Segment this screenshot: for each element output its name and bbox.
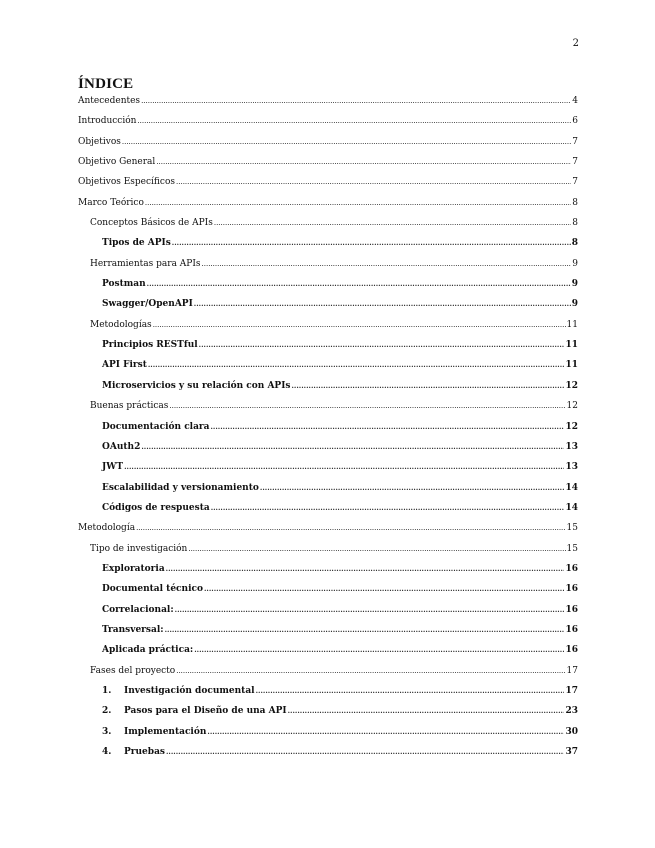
- toc-entry-title: Transversal:: [102, 624, 164, 635]
- toc-entry-number: 2.: [102, 706, 112, 717]
- dot-leader: [199, 340, 565, 350]
- dot-leader: [207, 727, 564, 737]
- dot-leader: [260, 483, 565, 493]
- toc-entry-page: 37: [565, 747, 578, 757]
- toc-entry[interactable]: [78, 483, 578, 503]
- toc-entry[interactable]: [78, 666, 578, 686]
- toc-entry-title: Buenas prácticas: [90, 401, 169, 412]
- dot-leader: [176, 666, 565, 676]
- toc-entry-page: 16: [565, 563, 578, 574]
- toc-entry[interactable]: [78, 259, 578, 279]
- toc-entry-title: Correlacional:: [102, 604, 174, 615]
- toc-entry[interactable]: [78, 564, 578, 584]
- toc-entry-page: 4: [572, 96, 578, 106]
- toc-entry-page: 11: [565, 360, 578, 371]
- toc-entry-number: 1.: [102, 685, 112, 696]
- toc-entry-page: 6: [572, 116, 578, 127]
- toc-entry-title: Microservicios y su relación con APIs: [102, 380, 291, 391]
- toc-entry-page: 11: [565, 340, 578, 351]
- dot-leader: [194, 299, 571, 309]
- toc-entry[interactable]: [78, 747, 578, 767]
- toc-entry-title: Escalabilidad y versionamiento: [102, 482, 259, 493]
- dot-leader: [211, 503, 565, 513]
- dot-leader: [211, 422, 565, 432]
- dot-leader: [169, 401, 565, 411]
- toc-entry[interactable]: [78, 299, 578, 319]
- toc-entry[interactable]: [78, 238, 578, 258]
- dot-leader: [165, 625, 565, 635]
- dot-leader: [175, 605, 565, 615]
- toc-entry[interactable]: [78, 727, 578, 747]
- toc-entry-page: 12: [565, 380, 578, 391]
- toc-entry-page: 8: [572, 197, 578, 208]
- page-title: ÍNDICE: [78, 76, 134, 92]
- dot-leader: [141, 442, 564, 452]
- toc-entry-title: Objetivos: [78, 136, 121, 147]
- toc-entry-page: 7: [572, 136, 578, 147]
- toc-entry-title: Tipo de investigación: [90, 543, 188, 554]
- table-of-contents: [78, 96, 578, 767]
- toc-entry-title: Swagger/OpenAPI: [102, 299, 193, 310]
- toc-entry-page: 15: [566, 523, 578, 534]
- dot-leader: [145, 198, 571, 208]
- dot-leader: [156, 157, 571, 167]
- toc-entry-title: OAuth2: [102, 441, 141, 452]
- dot-leader: [166, 747, 564, 757]
- toc-entry[interactable]: [78, 381, 578, 401]
- toc-entry[interactable]: [78, 137, 578, 157]
- toc-entry-page: 9: [572, 258, 578, 269]
- toc-entry-title: Pruebas: [124, 747, 165, 757]
- toc-entry-page: 7: [572, 157, 578, 168]
- toc-entry[interactable]: [78, 523, 578, 543]
- toc-entry[interactable]: [78, 645, 578, 665]
- dot-leader: [291, 381, 564, 391]
- toc-entry[interactable]: [78, 279, 578, 299]
- toc-entry-number: 4.: [102, 747, 112, 757]
- toc-entry[interactable]: [78, 605, 578, 625]
- toc-entry[interactable]: [78, 625, 578, 645]
- toc-entry-page: 12: [566, 401, 578, 412]
- dot-leader: [141, 96, 571, 106]
- dot-leader: [204, 584, 564, 594]
- toc-entry-title: Tipos de APIs: [102, 238, 171, 249]
- toc-entry-title: Investigación documental: [124, 685, 255, 696]
- toc-entry-page: 9: [571, 299, 578, 310]
- toc-entry[interactable]: [78, 116, 578, 136]
- dot-leader: [214, 218, 571, 228]
- toc-entry-title: JWT: [102, 462, 124, 473]
- toc-entry[interactable]: [78, 198, 578, 218]
- toc-entry-title: Documentación clara: [102, 421, 210, 432]
- page-number: 2: [572, 38, 579, 49]
- toc-entry-title: Pasos para el Diseño de una API: [124, 706, 287, 717]
- toc-entry[interactable]: [78, 320, 578, 340]
- toc-entry-page: 13: [565, 462, 578, 473]
- toc-entry[interactable]: [78, 584, 578, 604]
- toc-entry-title: Conceptos Básicos de APIs: [90, 218, 213, 229]
- toc-entry-title: Antecedentes: [78, 96, 141, 106]
- toc-entry-page: 16: [565, 584, 578, 595]
- toc-entry-page: 17: [565, 685, 578, 696]
- toc-entry-title: Fases del proyecto: [90, 665, 176, 676]
- dot-leader: [188, 544, 565, 554]
- dot-leader: [122, 137, 571, 147]
- toc-entry[interactable]: [78, 401, 578, 421]
- toc-entry-page: 30: [565, 726, 578, 737]
- toc-entry-page: 8: [571, 238, 578, 249]
- dot-leader: [136, 523, 565, 533]
- toc-entry-title: Postman: [102, 279, 146, 290]
- dot-leader: [256, 686, 565, 696]
- toc-entry[interactable]: [78, 157, 578, 177]
- dot-leader: [137, 116, 571, 126]
- toc-entry[interactable]: [78, 340, 578, 360]
- toc-entry-title: Objetivo General: [78, 157, 156, 168]
- toc-entry[interactable]: [78, 422, 578, 442]
- dot-leader: [153, 320, 566, 330]
- toc-entry-page: 14: [565, 502, 578, 513]
- toc-entry[interactable]: [78, 544, 578, 564]
- dot-leader: [176, 177, 571, 187]
- dot-leader: [288, 706, 565, 716]
- toc-entry-page: 13: [565, 441, 578, 452]
- dot-leader: [147, 279, 571, 289]
- toc-entry[interactable]: [78, 177, 578, 197]
- toc-entry-title: Objetivos Específicos: [78, 177, 176, 188]
- toc-entry-title: Principios RESTful: [102, 340, 198, 351]
- dot-leader: [202, 259, 572, 269]
- toc-entry-page: 12: [565, 421, 578, 432]
- toc-entry-title: Documental técnico: [102, 584, 203, 595]
- toc-entry-page: 15: [566, 543, 578, 554]
- toc-entry-page: 23: [565, 706, 578, 717]
- toc-entry-title: Códigos de respuesta: [102, 502, 210, 513]
- toc-entry[interactable]: [78, 686, 578, 706]
- toc-entry-page: 11: [566, 319, 578, 330]
- toc-entry-title: API First: [102, 360, 147, 371]
- toc-entry[interactable]: [78, 218, 578, 238]
- dot-leader: [124, 462, 564, 472]
- toc-entry-page: 16: [565, 624, 578, 635]
- toc-entry-title: Introducción: [78, 116, 137, 127]
- toc-entry-page: 9: [571, 279, 578, 290]
- toc-entry-title: Exploratoria: [102, 563, 165, 574]
- toc-entry-page: 8: [572, 218, 578, 229]
- toc-entry-page: 17: [566, 665, 578, 676]
- toc-entry-title: Aplicada práctica:: [102, 645, 194, 656]
- dot-leader: [194, 645, 564, 655]
- toc-entry-page: 16: [565, 604, 578, 615]
- toc-entry-title: Implementación: [124, 726, 207, 737]
- toc-entry[interactable]: [78, 360, 578, 380]
- dot-leader: [166, 564, 565, 574]
- toc-entry[interactable]: [78, 706, 578, 726]
- toc-entry[interactable]: [78, 442, 578, 462]
- dot-leader: [172, 238, 571, 248]
- toc-entry-title: Metodologías: [90, 319, 152, 330]
- toc-entry-title: Metodología: [78, 523, 136, 534]
- toc-entry-page: 16: [565, 645, 578, 656]
- toc-entry-title: Herramientas para APIs: [90, 258, 201, 269]
- toc-entry-page: 14: [565, 482, 578, 493]
- toc-entry-title: Marco Teórico: [78, 197, 144, 208]
- toc-entry[interactable]: [78, 96, 578, 116]
- toc-entry[interactable]: [78, 462, 578, 482]
- toc-entry-page: 7: [572, 177, 578, 188]
- toc-entry-number: 3.: [102, 726, 112, 737]
- toc-entry[interactable]: [78, 503, 578, 523]
- dot-leader: [148, 360, 565, 370]
